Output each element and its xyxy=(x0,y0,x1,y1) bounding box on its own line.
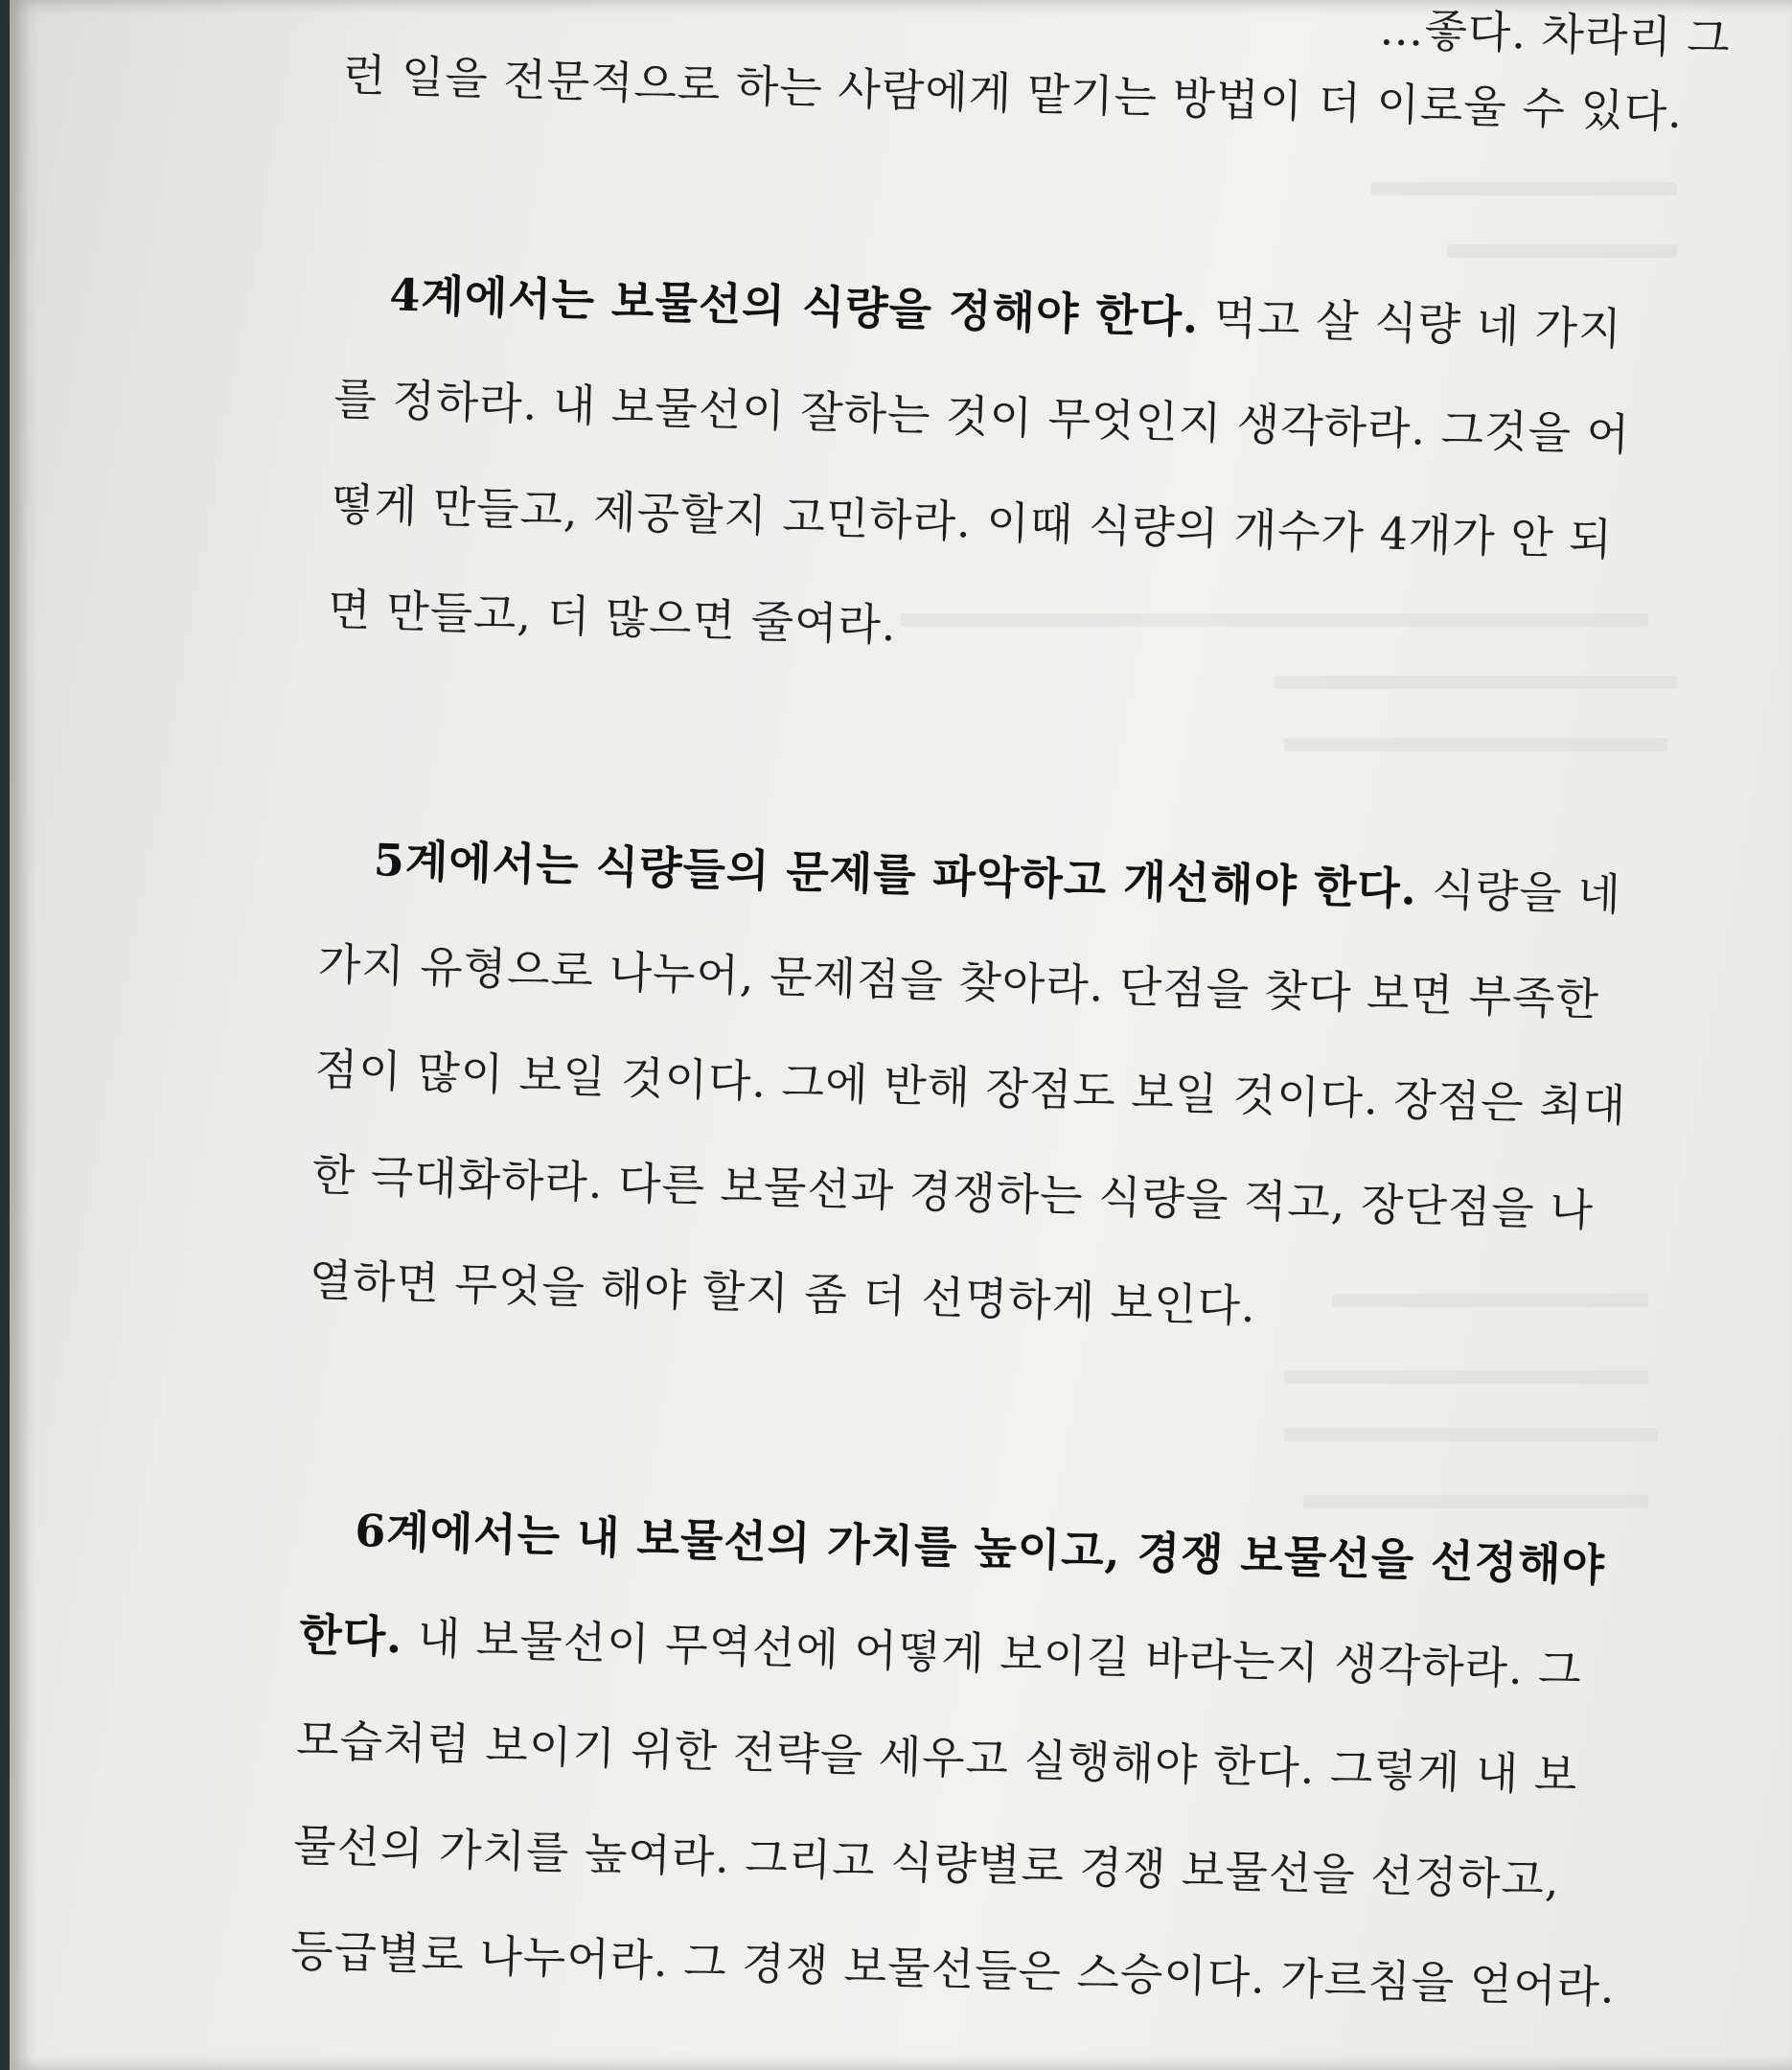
paragraph-line: 떻게 만들고, 제공할지 고민하라. 이때 식량의 개수가 4개가 안 되 xyxy=(330,477,1614,566)
intro-last-line: 런 일을 전문적으로 하는 사람에게 맡기는 방법이 더 이로울 수 있다. xyxy=(342,48,1684,139)
book-page xyxy=(10,0,1792,2070)
section-6-second-line xyxy=(299,1599,1583,1698)
paragraph-line: 모습처럼 보이기 위한 전략을 세우고 실행해야 한다. 그렇게 내 보 xyxy=(295,1714,1579,1802)
paragraph-line: 면 만들고, 더 많으면 줄여라. xyxy=(327,583,898,652)
paragraph-line: 물선의 가치를 높여라. 그리고 식량별로 경쟁 보물선을 선정하고, xyxy=(292,1819,1561,1907)
paragraph-line: 열하면 무엇을 해야 할지 좀 더 선명하게 보인다. xyxy=(308,1254,1257,1333)
section-6-heading-line2: 한다. xyxy=(298,1608,403,1664)
section-4-heading: 4계에서는 보물선의 식량을 정해야 한다. xyxy=(388,268,1200,344)
section-5-heading: 5계에서는 식량들의 문제를 파악하고 개선해야 한다. xyxy=(373,834,1418,915)
top-fragment: …좋다. 차라리 그 xyxy=(1378,3,1732,65)
section-4-first-line-rest: 먹고 살 식량 네 가지 xyxy=(1198,291,1623,356)
section-5-first-line xyxy=(373,825,1622,923)
section-6-heading-line1: 6계에서는 내 보물선의 가치를 높이고, 경쟁 보물선을 선정해야 xyxy=(354,1504,1606,1592)
section-4-first-line xyxy=(389,260,1623,357)
section-6-first-line-rest: 내 보물선이 무역선에 어떻게 보이길 바라는지 생각하라. 그 xyxy=(402,1611,1583,1696)
paragraph-line: 를 정하라. 내 보물선이 잘하는 것이 무엇인지 생각하라. 그것을 어 xyxy=(333,372,1631,461)
paragraph-line: 한 극대화하라. 다른 보물선과 경쟁하는 식량을 적고, 장단점을 나 xyxy=(311,1148,1595,1236)
body-text xyxy=(289,0,1732,2013)
paragraph-line: 가지 유형으로 나누어, 문제점을 찾아라. 단점을 찾다 보면 부족한 xyxy=(317,937,1600,1025)
paragraph-line: 점이 많이 보일 것이다. 그에 반해 장점도 보일 것이다. 장점은 최대 xyxy=(314,1043,1627,1132)
paragraph-line: 등급별로 나누어라. 그 경쟁 보물선들은 스승이다. 가르침을 얻어라. xyxy=(289,1924,1617,2013)
section-5-first-line-rest: 식량을 네 xyxy=(1416,862,1622,921)
